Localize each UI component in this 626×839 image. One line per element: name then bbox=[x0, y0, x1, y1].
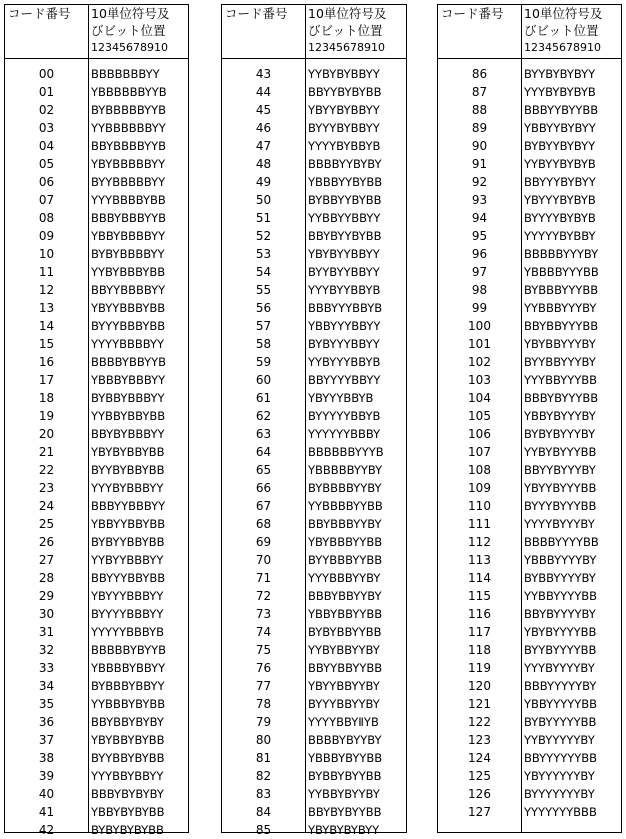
code-number-cell: 78 bbox=[255, 697, 272, 711]
bit-pattern-cell: BBBBYYYYBB bbox=[524, 535, 599, 549]
bit-header-line: 10単位符号及 bbox=[524, 6, 603, 21]
bit-pattern-cell: YYYBYBYBYB bbox=[524, 85, 596, 99]
bit-pattern-cell: BYBBYYYYBY bbox=[524, 571, 596, 585]
bit-pattern-cell: BBYYYYBBYY bbox=[308, 373, 381, 387]
bit-header-line: びビット位置 bbox=[308, 23, 383, 38]
bit-pattern-cell: YBYBBBYYBB bbox=[308, 535, 383, 549]
bit-pattern-cell: BYBYBBBBYY bbox=[91, 247, 165, 261]
code-number-cell: 73 bbox=[255, 607, 272, 621]
code-number-header: コード番号 bbox=[222, 5, 306, 58]
code-number-cell: 10 bbox=[38, 247, 55, 261]
bit-pattern-cell: BYYYYYYYBY bbox=[524, 787, 595, 801]
bit-pattern-cell: YBYYBBBYBB bbox=[91, 301, 166, 315]
bit-pattern-column bbox=[522, 59, 621, 832]
code-number-cell: 95 bbox=[471, 229, 488, 243]
bit-pattern-cell: YYYYYBYBBY bbox=[524, 229, 596, 243]
code-number-cell: 117 bbox=[468, 625, 491, 639]
bit-pattern-cell: YBBYYBBYBB bbox=[91, 517, 166, 531]
bit-position-header bbox=[522, 5, 621, 58]
code-number-cell: 86 bbox=[471, 67, 488, 81]
code-number-cell: 21 bbox=[38, 445, 55, 459]
code-number-cell: 115 bbox=[468, 589, 491, 603]
code-number-cell: 69 bbox=[255, 535, 272, 549]
code-number-cell: 43 bbox=[255, 67, 272, 81]
bit-pattern-cell: BBYBYBBBYY bbox=[91, 427, 165, 441]
code-number-cell: 60 bbox=[255, 373, 272, 387]
code-number-cell: 77 bbox=[255, 679, 272, 693]
code-number-cell: 61 bbox=[255, 391, 272, 405]
table-header bbox=[5, 5, 188, 59]
code-number-cell: 91 bbox=[471, 157, 488, 171]
bit-pattern-cell: BYBYYYBBYY bbox=[308, 337, 380, 351]
code-number-column bbox=[222, 59, 306, 837]
bit-pattern-cell: YYBBYYYYBB bbox=[524, 589, 598, 603]
bit-position-header bbox=[306, 5, 406, 58]
code-number-cell: 18 bbox=[38, 391, 55, 405]
bit-pattern-cell: BYYBYBBYBB bbox=[91, 463, 165, 477]
bit-pattern-cell: YBYYYBBYB bbox=[308, 391, 374, 405]
bit-pattern-cell: BBYBYYBYBB bbox=[308, 229, 382, 243]
code-number-cell: 111 bbox=[468, 517, 491, 531]
bit-header-line: 10単位符号及 bbox=[308, 6, 387, 21]
code-number-cell: 67 bbox=[255, 499, 272, 513]
table-header bbox=[222, 5, 406, 59]
bit-pattern-cell: YBYYBYBBYY bbox=[308, 103, 380, 117]
bit-pattern-cell: YBYYYYYYBY bbox=[524, 769, 595, 783]
code-number-cell: 20 bbox=[38, 427, 55, 441]
code-table-2 bbox=[221, 4, 407, 837]
bit-pattern-cell: BYBYBYYYBY bbox=[524, 427, 596, 441]
code-number-cell: 90 bbox=[471, 139, 488, 153]
bit-pattern-cell: BYYBBBYYBB bbox=[308, 553, 383, 567]
bit-pattern-cell: YBBBYYYYBY bbox=[524, 553, 597, 567]
bit-pattern-cell: BYBBYYBYBB bbox=[308, 193, 382, 207]
bit-pattern-cell: BBYYYYYYBB bbox=[524, 751, 598, 765]
code-number-header: コード番号 bbox=[5, 5, 89, 58]
code-number-cell: 55 bbox=[255, 283, 272, 297]
code-number-cell: 92 bbox=[471, 175, 488, 189]
bit-pattern-cell: YYYBBYYYBB bbox=[524, 373, 598, 387]
bit-pattern-cell: YBYBBYBYBB bbox=[91, 733, 165, 747]
bit-position-header bbox=[89, 5, 188, 58]
code-number-cell: 03 bbox=[38, 121, 55, 135]
code-number-cell: 64 bbox=[255, 445, 272, 459]
code-number-cell: 122 bbox=[468, 715, 491, 729]
bit-header-line: びビット位置 bbox=[91, 23, 166, 38]
code-number-cell: 106 bbox=[468, 427, 491, 441]
bit-pattern-cell: YBBYYYYYBB bbox=[524, 697, 598, 711]
code-number-cell: 05 bbox=[38, 157, 55, 171]
bit-pattern-cell: BYYBYBYBYY bbox=[524, 67, 596, 81]
table-header bbox=[438, 5, 621, 59]
code-number-cell: 108 bbox=[468, 463, 491, 477]
bit-pattern-cell: YYBYYBYBYB bbox=[524, 157, 596, 171]
code-number-cell: 59 bbox=[255, 355, 272, 369]
code-number-cell: 87 bbox=[471, 85, 488, 99]
code-number-cell: 04 bbox=[38, 139, 55, 153]
bit-pattern-cell: YBYBYYYYBB bbox=[524, 625, 597, 639]
bit-pattern-cell: BYBYYYYYBB bbox=[524, 715, 597, 729]
bit-pattern-cell: BBYYBYBYBB bbox=[308, 85, 382, 99]
bit-pattern-cell: BYBBBBBYYB bbox=[91, 103, 167, 117]
code-number-cell: 29 bbox=[38, 589, 55, 603]
bit-pattern-cell: BYBYYBBYBB bbox=[91, 535, 165, 549]
code-number-cell: 42 bbox=[38, 823, 55, 837]
code-number-cell: 26 bbox=[38, 535, 55, 549]
code-number-cell: 44 bbox=[255, 85, 272, 99]
bit-pattern-cell: BYYBBYYYBY bbox=[524, 355, 596, 369]
code-number-cell: 81 bbox=[255, 751, 272, 765]
bit-pattern-cell: YYBBBBBBYY bbox=[91, 121, 166, 135]
code-number-cell: 27 bbox=[38, 553, 55, 567]
code-number-column bbox=[5, 59, 89, 837]
code-number-cell: 98 bbox=[471, 283, 488, 297]
bit-pattern-cell: YBYYYBBBYY bbox=[91, 589, 164, 603]
bit-pattern-cell: YYYBBBYYBY bbox=[308, 571, 381, 585]
code-number-cell: 75 bbox=[255, 643, 272, 657]
code-number-cell: 45 bbox=[255, 103, 272, 117]
code-number-cell: 12 bbox=[38, 283, 55, 297]
bit-pattern-cell: BBYBYYYYBY bbox=[524, 607, 596, 621]
code-number-cell: 48 bbox=[255, 157, 272, 171]
code-number-cell: 02 bbox=[38, 103, 55, 117]
bit-pattern-cell: YYYYBYYYBY bbox=[524, 517, 595, 531]
code-number-cell: 51 bbox=[255, 211, 272, 225]
bit-pattern-cell: YBBYYYBBYY bbox=[308, 319, 381, 333]
bit-pattern-cell: YYYYYYYBBB bbox=[524, 805, 597, 819]
bit-pattern-cell: YBYBBBBBYY bbox=[91, 157, 166, 171]
table-body bbox=[5, 59, 188, 837]
code-number-cell: 33 bbox=[38, 661, 55, 675]
code-number-cell: 56 bbox=[255, 301, 272, 315]
bit-pattern-cell: YBYYBYYYBB bbox=[524, 481, 597, 495]
bit-pattern-cell: BYBYYBYBYY bbox=[524, 139, 596, 153]
code-number-cell: 14 bbox=[38, 319, 55, 333]
code-number-cell: 24 bbox=[38, 499, 55, 513]
bit-pattern-cell: BBBYBBBYYB bbox=[91, 211, 167, 225]
bit-pattern-cell: YBYBYBBYBB bbox=[91, 445, 165, 459]
bit-pattern-cell: YBBYBYBYBB bbox=[91, 805, 165, 819]
bit-pattern-cell: BBYBBYBYBY bbox=[91, 715, 164, 729]
bit-pattern-cell: YBBYBBBBYY bbox=[91, 229, 166, 243]
code-number-cell: 46 bbox=[255, 121, 272, 135]
code-number-cell: 50 bbox=[255, 193, 272, 207]
bit-pattern-cell: YBYBYYBBYY bbox=[308, 247, 380, 261]
code-number-cell: 37 bbox=[38, 733, 55, 747]
code-number-cell: 74 bbox=[255, 625, 272, 639]
bit-pattern-cell: BYYYYYBBYB bbox=[308, 409, 381, 423]
code-number-cell: 121 bbox=[468, 697, 491, 711]
bit-pattern-cell: YYBYBYYYBB bbox=[524, 445, 597, 459]
bit-pattern-cell: YYBYBBYYBY bbox=[308, 643, 380, 657]
code-number-cell: 41 bbox=[38, 805, 55, 819]
bit-pattern-cell: BYYYBYYYBB bbox=[524, 499, 597, 513]
code-number-cell: 84 bbox=[255, 805, 272, 819]
bit-pattern-cell: BYBYBBYYBB bbox=[308, 625, 382, 639]
code-number-cell: 82 bbox=[255, 769, 272, 783]
bit-pattern-cell: YYBBYBBYBB bbox=[91, 409, 166, 423]
code-number-cell: 70 bbox=[255, 553, 272, 567]
bit-pattern-cell: BYYBBBBBYY bbox=[91, 175, 166, 189]
code-number-cell: 38 bbox=[38, 751, 55, 765]
code-number-cell: 25 bbox=[38, 517, 55, 531]
bit-pattern-cell: YBBYBBYYBB bbox=[308, 607, 383, 621]
code-number-cell: 53 bbox=[255, 247, 272, 261]
bit-pattern-cell: BBBYBYYYBB bbox=[524, 391, 599, 405]
bit-pattern-cell: BBYYYBBYBB bbox=[91, 571, 166, 585]
code-number-cell: 119 bbox=[468, 661, 491, 675]
code-number-cell: 101 bbox=[468, 337, 491, 351]
bit-pattern-cell: YBBBBYBBYY bbox=[91, 661, 166, 675]
bit-pattern-cell: BBBBYBBYYB bbox=[91, 355, 167, 369]
bit-header-line: びビット位置 bbox=[524, 23, 599, 38]
bit-pattern-cell: BBYBBBYYBY bbox=[308, 517, 382, 531]
code-number-cell: 13 bbox=[38, 301, 55, 315]
code-number-cell: 65 bbox=[255, 463, 272, 477]
bit-pattern-cell: BBBBBBBYY bbox=[91, 67, 160, 81]
code-number-cell: 31 bbox=[38, 625, 55, 639]
code-number-cell: 01 bbox=[38, 85, 55, 99]
bit-pattern-cell: YBYBBYYYBY bbox=[524, 337, 596, 351]
bit-pattern-cell: BYYBYYBBYY bbox=[308, 265, 380, 279]
code-number-cell: 35 bbox=[38, 697, 55, 711]
bit-pattern-cell: YYYBBYBBYY bbox=[91, 769, 164, 783]
bit-pattern-cell: BYYYBYBBYY bbox=[308, 121, 380, 135]
bit-pattern-cell: YBYYYBYBYB bbox=[524, 193, 596, 207]
code-table-3 bbox=[437, 4, 622, 833]
bit-pattern-cell: BYBBBBYYBY bbox=[308, 481, 382, 495]
code-number-cell: 62 bbox=[255, 409, 272, 423]
code-number-header: コード番号 bbox=[438, 5, 522, 58]
bit-pattern-cell: YBBBBBBYYB bbox=[91, 85, 167, 99]
code-number-cell: 34 bbox=[38, 679, 55, 693]
bit-pattern-cell: YYBBYBYYBY bbox=[308, 787, 380, 801]
bit-pattern-cell: BBYBYBYYBB bbox=[308, 805, 382, 819]
code-number-cell: 06 bbox=[38, 175, 55, 189]
code-number-column bbox=[438, 59, 522, 832]
bit-pattern-cell: BBYYYBYBYY bbox=[524, 175, 596, 189]
bit-pattern-cell: BBBYYYBBYB bbox=[308, 301, 383, 315]
bit-pattern-cell: YBBBYBBBYY bbox=[91, 373, 166, 387]
code-number-cell: 40 bbox=[38, 787, 55, 801]
bit-pattern-cell: YYYYBBYⅡYB bbox=[308, 715, 379, 729]
code-number-cell: 110 bbox=[468, 499, 491, 513]
bit-pattern-cell: BBYYBBBBYY bbox=[91, 283, 166, 297]
code-number-cell: 08 bbox=[38, 211, 55, 225]
code-number-cell: 83 bbox=[255, 787, 272, 801]
code-number-cell: 123 bbox=[468, 733, 491, 747]
bit-pattern-cell: BYBBBYBBYY bbox=[91, 679, 165, 693]
code-number-cell: 72 bbox=[255, 589, 272, 603]
code-number-cell: 28 bbox=[38, 571, 55, 585]
bit-pattern-cell: BBBYBBYYBY bbox=[308, 589, 382, 603]
bit-pattern-cell: BBYBBBBYYB bbox=[91, 139, 167, 153]
code-number-cell: 49 bbox=[255, 175, 272, 189]
code-number-cell: 11 bbox=[38, 265, 55, 279]
bit-pattern-column bbox=[306, 59, 406, 837]
bit-pattern-cell: BYBBBYYYBB bbox=[524, 283, 599, 297]
bit-pattern-cell: YBBBYBYYBB bbox=[308, 751, 383, 765]
code-number-cell: 32 bbox=[38, 643, 55, 657]
bit-pattern-cell: YYBYYYYYBY bbox=[524, 733, 595, 747]
bit-pattern-cell: YYBBYYBBYY bbox=[308, 211, 381, 225]
bit-pattern-cell: BBYYBYYYBY bbox=[524, 463, 596, 477]
code-number-cell: 105 bbox=[468, 409, 491, 423]
bit-pattern-cell: BYYYYBBBYY bbox=[91, 607, 164, 621]
bit-pattern-cell: YYYYBYBBYB bbox=[308, 139, 381, 153]
bit-pattern-cell: BYYBYYYYBB bbox=[524, 643, 597, 657]
code-number-cell: 93 bbox=[471, 193, 488, 207]
bit-pattern-cell: YYYBYYBBYB bbox=[308, 283, 381, 297]
bit-pattern-cell: BBBBBYBYYB bbox=[91, 643, 167, 657]
bit-pattern-cell: YBBBBYYYBB bbox=[524, 265, 599, 279]
bit-pattern-cell: BYYYYBYBYB bbox=[524, 211, 596, 225]
bit-pattern-cell: YBYYBBYYBY bbox=[308, 679, 380, 693]
code-number-cell: 09 bbox=[38, 229, 55, 243]
code-number-cell: 114 bbox=[468, 571, 491, 585]
code-number-cell: 107 bbox=[468, 445, 491, 459]
bit-position-digits: 12345678910 bbox=[91, 41, 168, 54]
code-number-cell: 23 bbox=[38, 481, 55, 495]
code-number-cell: 126 bbox=[468, 787, 491, 801]
code-number-cell: 16 bbox=[38, 355, 55, 369]
bit-position-digits: 12345678910 bbox=[524, 41, 601, 54]
code-number-cell: 00 bbox=[38, 67, 55, 81]
code-number-cell: 68 bbox=[255, 517, 272, 531]
bit-pattern-cell: BYYYBBYYBY bbox=[308, 697, 380, 711]
code-number-cell: 127 bbox=[468, 805, 491, 819]
bit-pattern-cell: BBBBBBYYYB bbox=[308, 445, 384, 459]
bit-pattern-cell: BBBYYYYYBY bbox=[524, 679, 597, 693]
code-number-cell: 113 bbox=[468, 553, 491, 567]
code-number-cell: 63 bbox=[255, 427, 272, 441]
bit-pattern-cell: YYYBBBBYBB bbox=[91, 193, 166, 207]
code-number-cell: 97 bbox=[471, 265, 488, 279]
bit-pattern-cell: YYYYBBBBYY bbox=[91, 337, 165, 351]
bit-pattern-cell: YYYYYBBBYB bbox=[91, 625, 165, 639]
bit-pattern-cell: YYBBBYBYBB bbox=[91, 697, 166, 711]
bit-pattern-cell: YYBBBYYYBY bbox=[524, 301, 597, 315]
code-number-cell: 125 bbox=[468, 769, 491, 783]
bit-position-digits: 12345678910 bbox=[308, 41, 385, 54]
code-number-cell: 66 bbox=[255, 481, 272, 495]
code-number-cell: 79 bbox=[255, 715, 272, 729]
code-number-cell: 39 bbox=[38, 769, 55, 783]
bit-pattern-cell: BBBBYYBYBY bbox=[308, 157, 382, 171]
code-number-cell: 57 bbox=[255, 319, 272, 333]
code-number-cell: 30 bbox=[38, 607, 55, 621]
code-number-cell: 102 bbox=[468, 355, 491, 369]
code-number-cell: 52 bbox=[255, 229, 272, 243]
bit-pattern-cell: YYBYYYBBYB bbox=[308, 355, 381, 369]
code-number-cell: 17 bbox=[38, 373, 55, 387]
table-body bbox=[438, 59, 621, 832]
code-number-cell: 15 bbox=[38, 337, 55, 351]
bit-pattern-cell: BBBYYBBBYY bbox=[91, 499, 166, 513]
code-number-cell: 104 bbox=[468, 391, 491, 405]
code-number-cell: 36 bbox=[38, 715, 55, 729]
code-number-cell: 99 bbox=[471, 301, 488, 315]
bit-pattern-cell: YYBYYBBBYY bbox=[91, 553, 164, 567]
bit-pattern-cell: YYYBYYYYBY bbox=[524, 661, 595, 675]
code-number-cell: 94 bbox=[471, 211, 488, 225]
bit-pattern-cell: YBBBYYBYBB bbox=[308, 175, 383, 189]
bit-pattern-cell: YYYYYYBBBY bbox=[308, 427, 381, 441]
table-body bbox=[222, 59, 406, 837]
bit-pattern-cell: BYYYBBBYBB bbox=[91, 319, 166, 333]
bit-pattern-cell: BYBYBYBYBB bbox=[91, 823, 164, 837]
code-number-cell: 118 bbox=[468, 643, 491, 657]
code-number-cell: 88 bbox=[471, 103, 488, 117]
code-number-cell: 89 bbox=[471, 121, 488, 135]
code-number-cell: 112 bbox=[468, 535, 491, 549]
bit-pattern-cell: BBBBBYYYBY bbox=[524, 247, 599, 261]
bit-pattern-column bbox=[89, 59, 188, 837]
code-number-cell: 58 bbox=[255, 337, 272, 351]
bit-pattern-cell: BYBBYBYYBB bbox=[308, 769, 382, 783]
bit-pattern-cell: YYYBYBBBYY bbox=[91, 481, 164, 495]
code-number-cell: 76 bbox=[255, 661, 272, 675]
code-number-cell: 103 bbox=[468, 373, 491, 387]
bit-pattern-cell: YBYBYBYBYY bbox=[308, 823, 380, 837]
bit-pattern-cell: BBYBBYYYBB bbox=[524, 319, 599, 333]
code-number-cell: 100 bbox=[468, 319, 491, 333]
code-number-cell: 47 bbox=[255, 139, 272, 153]
code-number-cell: 120 bbox=[468, 679, 491, 693]
code-number-cell: 109 bbox=[468, 481, 491, 495]
bit-pattern-cell: BYBBYBBBYY bbox=[91, 391, 165, 405]
code-number-cell: 85 bbox=[255, 823, 272, 837]
code-number-cell: 19 bbox=[38, 409, 55, 423]
bit-pattern-cell: YYBBBBYYBB bbox=[308, 499, 383, 513]
bit-pattern-cell: BBBYYBYYBB bbox=[524, 103, 599, 117]
code-number-cell: 96 bbox=[471, 247, 488, 261]
bit-pattern-cell: BBBBYBYYBY bbox=[308, 733, 382, 747]
code-number-cell: 116 bbox=[468, 607, 491, 621]
bit-pattern-cell: YBBYYBYBYY bbox=[524, 121, 596, 135]
code-number-cell: 07 bbox=[38, 193, 55, 207]
code-number-cell: 80 bbox=[255, 733, 272, 747]
bit-pattern-cell: YBBBBBYYBY bbox=[308, 463, 383, 477]
code-table-1 bbox=[4, 4, 189, 837]
bit-pattern-cell: YYBYBYBBYY bbox=[308, 67, 380, 81]
code-number-cell: 124 bbox=[468, 751, 491, 765]
code-number-cell: 54 bbox=[255, 265, 272, 279]
bit-header-line: 10単位符号及 bbox=[91, 6, 170, 21]
code-number-cell: 71 bbox=[255, 571, 272, 585]
bit-pattern-cell: BBYYBBYYBB bbox=[308, 661, 383, 675]
bit-pattern-cell: YBBYBYYYBY bbox=[524, 409, 596, 423]
bit-pattern-cell: BYYBBYBYBB bbox=[91, 751, 165, 765]
code-number-cell: 22 bbox=[38, 463, 55, 477]
bit-pattern-cell: YYBYBBBYBB bbox=[91, 265, 166, 279]
bit-pattern-cell: BBBYBYBYBY bbox=[91, 787, 164, 801]
